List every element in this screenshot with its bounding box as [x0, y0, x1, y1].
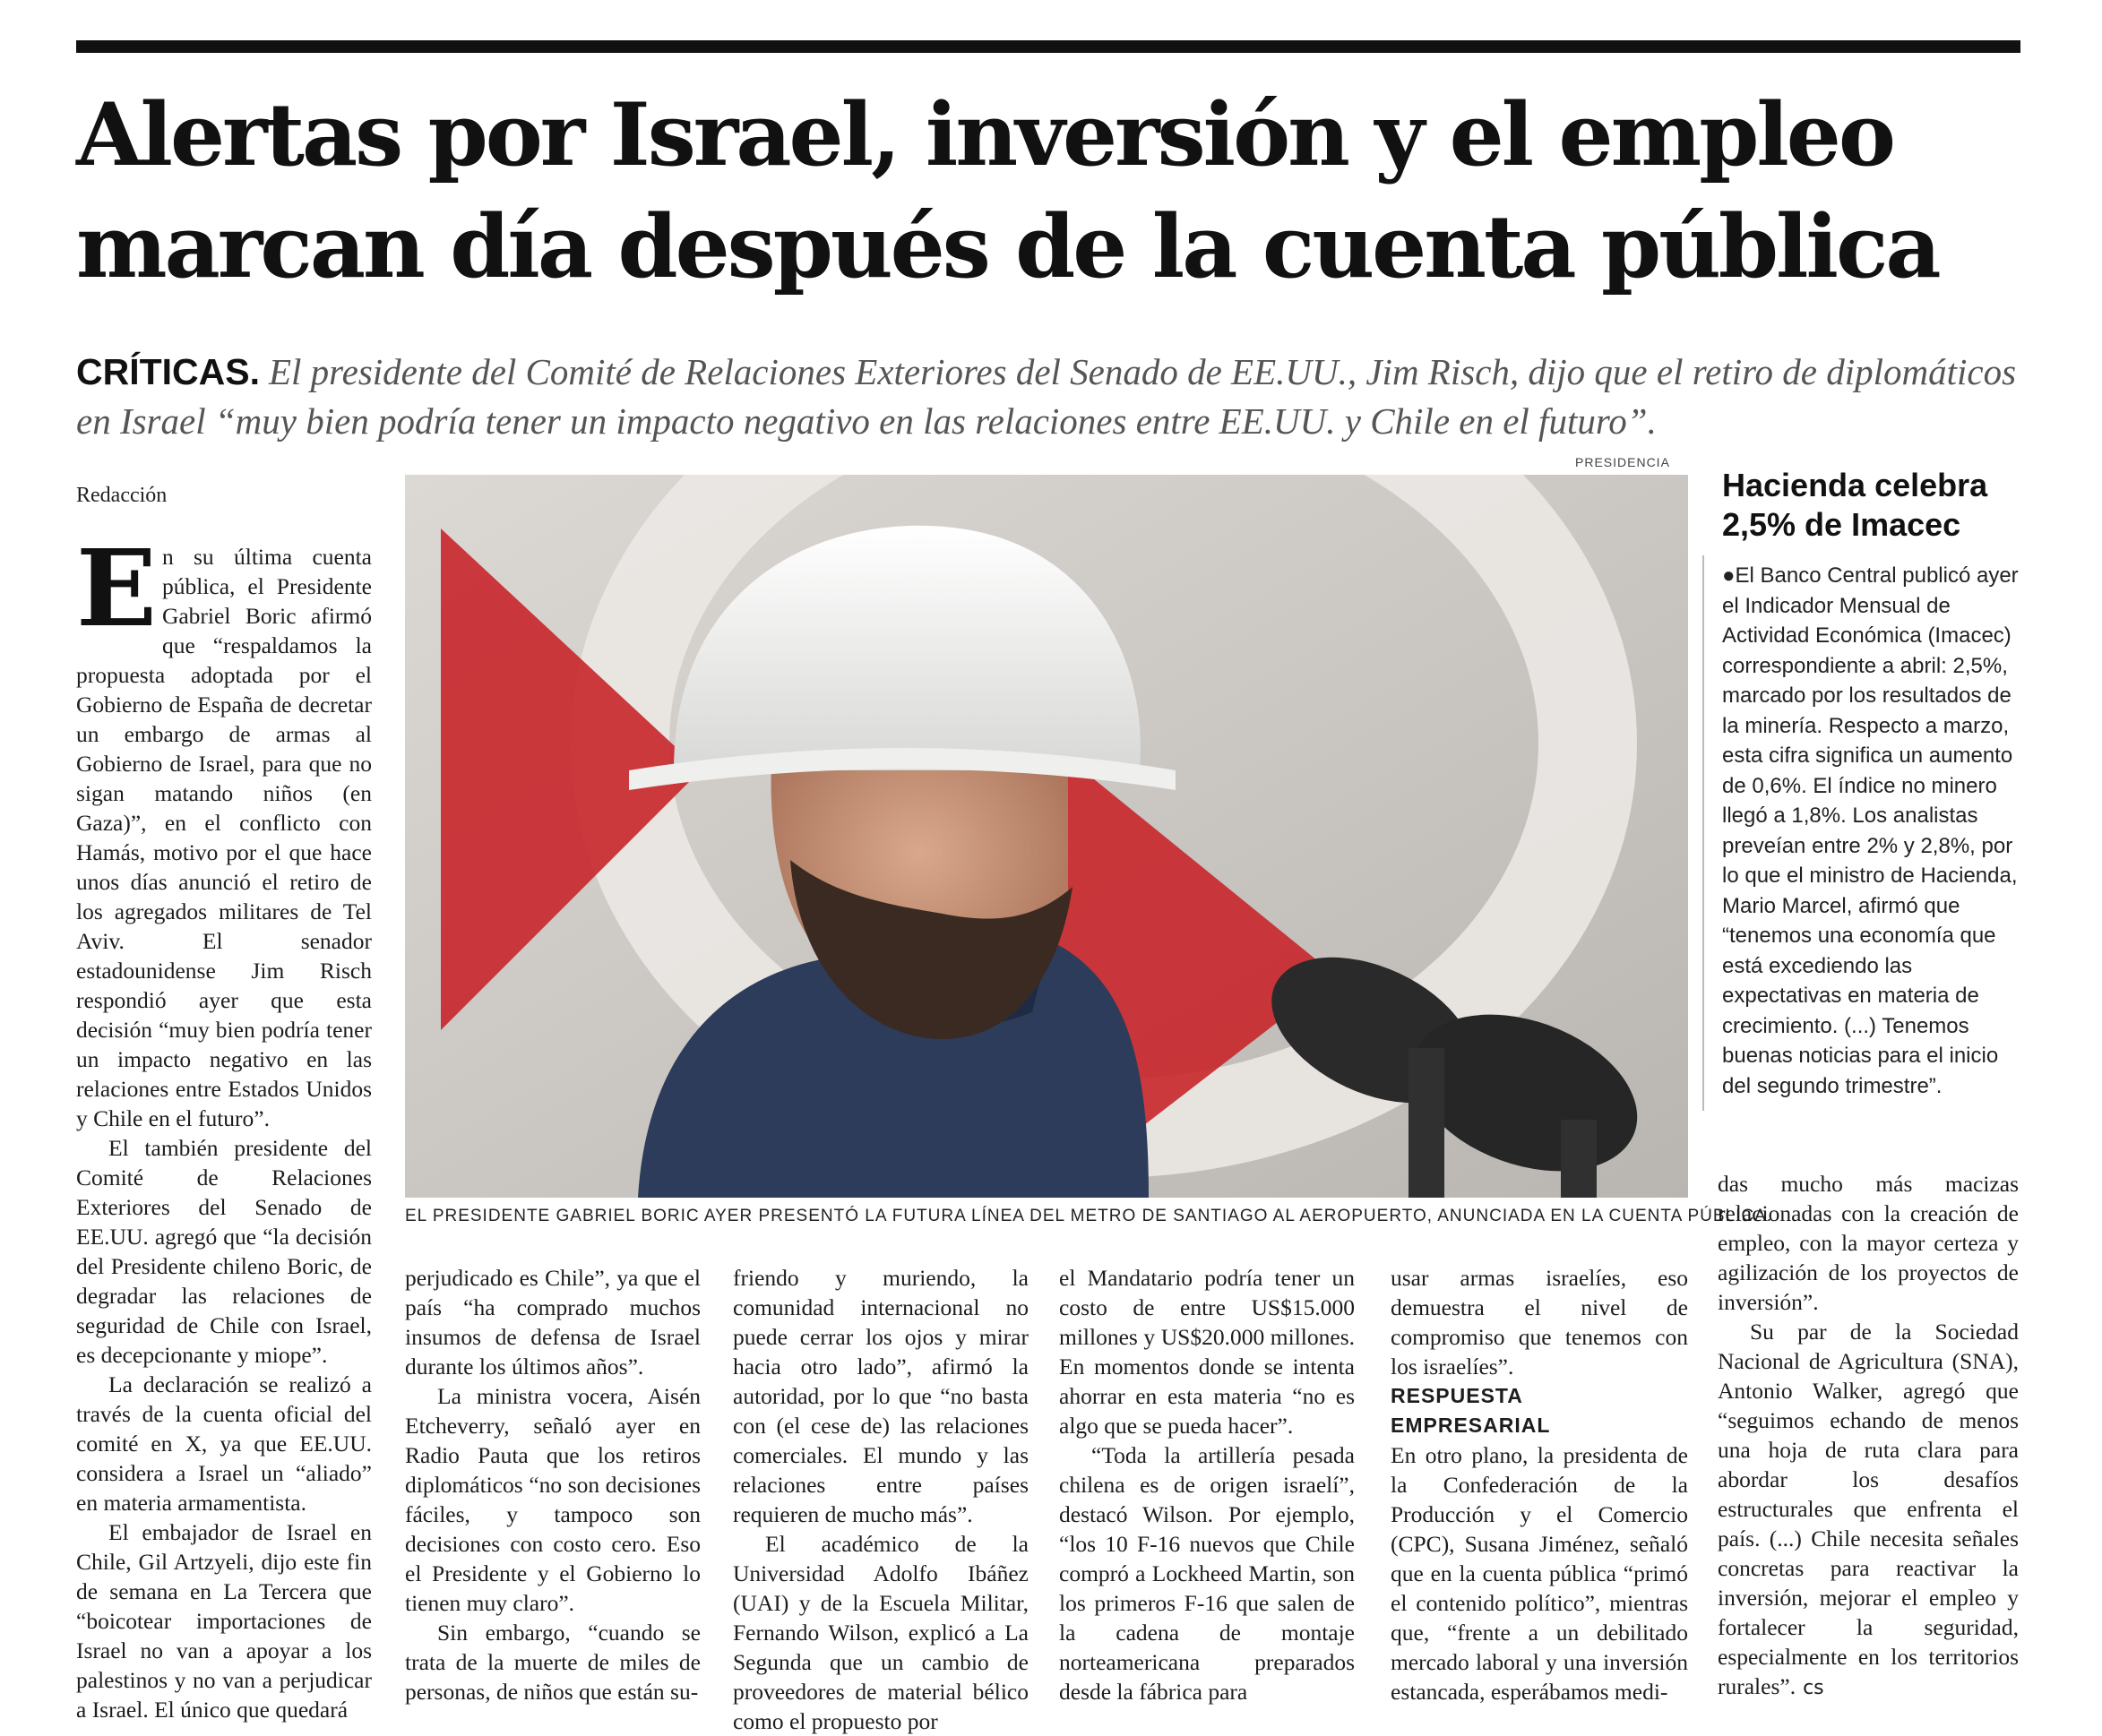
article-paragraph: En otro plano, la presidenta de la Confederación de la Producción y el Comercio (CPC), Susana Jiménez, señaló que en la cuenta pública “primó el contenido político”, mientras que, “frente a un debilitado mercado laboral y una inversión estancada, esperábamos medi-: [1391, 1442, 1688, 1705]
deck-text: El presidente del Comité de Relaciones Exteriores del Senado de EE.UU., Jim Risch, dijo que el retiro de diplomáticos en Israel “muy bien podría tener un impacto negativo en las relaciones entre EE.UU. y Chile en el futuro”.: [76, 351, 2017, 442]
sidebar-box: [1722, 466, 2022, 1120]
photo-caption: EL PRESIDENTE GABRIEL BORIC AYER PRESENTÓ LA FUTURA LÍNEA DEL METRO DE SANTIAGO AL AEROPUERTO, ANUNCIADA EN LA CUENTA PÚBLICA.: [405, 1207, 1773, 1225]
article-column-4: [1059, 1263, 1355, 1706]
article-column-6: [1718, 1169, 2019, 1703]
sidebar-rule: [1702, 555, 1704, 1111]
article-column-1: [76, 526, 372, 1724]
byline: Redacción: [76, 484, 168, 507]
headline-line-2: marcan día después de la cuenta pública: [76, 196, 1939, 297]
top-rule: [76, 40, 2020, 53]
section-subhead: RESPUESTA EMPRESARIAL: [1391, 1384, 1551, 1437]
photo-illustration: [405, 475, 1688, 1198]
bullet-icon: ●: [1722, 563, 1736, 588]
article-paragraph: perjudicado es Chile”, ya que el país “ha comprado muchos insumos de defensa de Israel durante los últimos años”.: [405, 1265, 701, 1379]
article-paragraph: El también presidente del Comité de Relaciones Exteriores del Senado de EE.UU. agregó que “la decisión del Presidente chileno Boric, de degradar las relaciones de seguridad de Chile con Israel, es decepcionante y miope”.: [76, 1135, 372, 1368]
article-paragraph: el Mandatario podría tener un costo de entre US$15.000 millones y US$20.000 millones. En momentos donde se intenta ahorrar en esta materia “no es algo que se pueda hacer”.: [1059, 1265, 1355, 1439]
article-paragraph: Sin embargo, “cuando se trata de la muerte de miles de personas, de niños que están su-: [405, 1620, 701, 1705]
sidebar-body: ●El Banco Central publicó ayer el Indicador Mensual de Actividad Económica (Imacec) correspondiente a abril: 2,5%, marcado por los resultados de la minería. Respecto a marzo, esta cifra significa un aumento de 0,6%. El índice no minero llegó a 1,8%. Los analistas preveían entre 2% y 2,8%, por lo que el ministro de Hacienda, Mario Marcel, afirmó que “tenemos una economía que está excediendo las expectativas en materia de crecimiento. (...) Tenemos buenas noticias para el inicio del segundo trimestre”.: [1722, 563, 2019, 1098]
article-paragraph: Su par de la Sociedad Nacional de Agricultura (SNA), Antonio Walker, agregó que “seguimos echando de menos una hoja de ruta clara para abordar los desafíos estructurales que enfrenta el país. (...) Chile necesita señales concretas para reactivar la inversión, mejorar el empleo y fortalecer la seguridad, especialmente en los territorios rurales”. cs: [1718, 1319, 2019, 1699]
article-paragraph: “Toda la artillería pesada chilena es de origen israelí”, destacó Wilson. Por ejemplo, “los 10 F-16 nuevos que Chile compró a Lockheed Martin, son los primeros F-16 que salen de la cadena de montaje norteamericana preparados desde la fábrica para: [1059, 1442, 1355, 1705]
article-paragraph: El académico de la Universidad Adolfo Ibáñez (UAI) y de la Escuela Militar, Fernando Wilson, explicó a La Segunda que un cambio de proveedores de material bélico como el propuesto por: [733, 1531, 1029, 1734]
photo-credit: PRESIDENCIA: [1575, 455, 1670, 469]
headline: [76, 79, 2038, 303]
article-paragraph: El embajador de Israel en Chile, Gil Artzyeli, dijo este fin de semana en La Tercera que “boicotear importaciones de Israel no van a apoyar a los palestinos y no van a perjudicar a Israel. El único que quedará: [76, 1519, 372, 1723]
article-paragraph: das mucho más macizas relacionadas con la creación de empleo, con la mayor certeza y agilización de los proyectos de inversión”.: [1718, 1171, 2019, 1315]
article-paragraph: En su última cuenta pública, el Presidente Gabriel Boric afirmó que “respaldamos la propuesta adoptada por el Gobierno de España de decretar un embargo de armas al Gobierno de Israel, para que no sigan matando niños (en Gaza)”, en el conflicto con Hamás, motivo por el que hace unos días anunció el retiro de los agregados militares de Tel Aviv. El senador estadounidense Jim Risch respondió ayer que esta decisión “muy bien podría tener un impacto negativo en las relaciones entre Estados Unidos y Chile en el futuro”.: [76, 526, 372, 1131]
deck: [76, 348, 2029, 446]
article-paragraph: usar armas israelíes, eso demuestra el nivel de compromiso que tenemos con los israelíes”.: [1391, 1265, 1688, 1379]
article-column-3: [733, 1263, 1029, 1736]
article-paragraph: La declaración se realizó a través de la cuenta oficial del comité en X, ya que EE.UU. considera a Israel un “aliado” en materia armamentista.: [76, 1371, 372, 1516]
headline-line-1: Alertas por Israel, inversión y el empleo: [76, 84, 1893, 185]
article-paragraph: La ministra vocera, Aisén Etcheverry, señaló ayer en Radio Pauta que los retiros diplomáticos “no son decisiones fáciles, y tampoco son decisiones con costo cero. Eso el Presidente y el Gobierno lo tienen muy claro”.: [405, 1383, 701, 1616]
deck-kicker: CRÍTICAS.: [76, 351, 260, 392]
news-photo: [405, 475, 1688, 1198]
article-paragraph: friendo y muriendo, la comunidad internacional no puede cerrar los ojos y mirar hacia otro lado”, afirmó la autoridad, por lo que “no basta con (el cese de) las relaciones comerciales. El mundo y las relaciones entre países requieren de mucho más”.: [733, 1265, 1029, 1527]
drop-cap: E: [76, 526, 157, 650]
article-column-2: [405, 1263, 701, 1706]
sidebar-title: Hacienda celebra 2,5% de Imacec: [1722, 467, 1988, 543]
end-mark: cs: [1803, 1677, 1824, 1699]
article-column-5: [1391, 1263, 1688, 1706]
